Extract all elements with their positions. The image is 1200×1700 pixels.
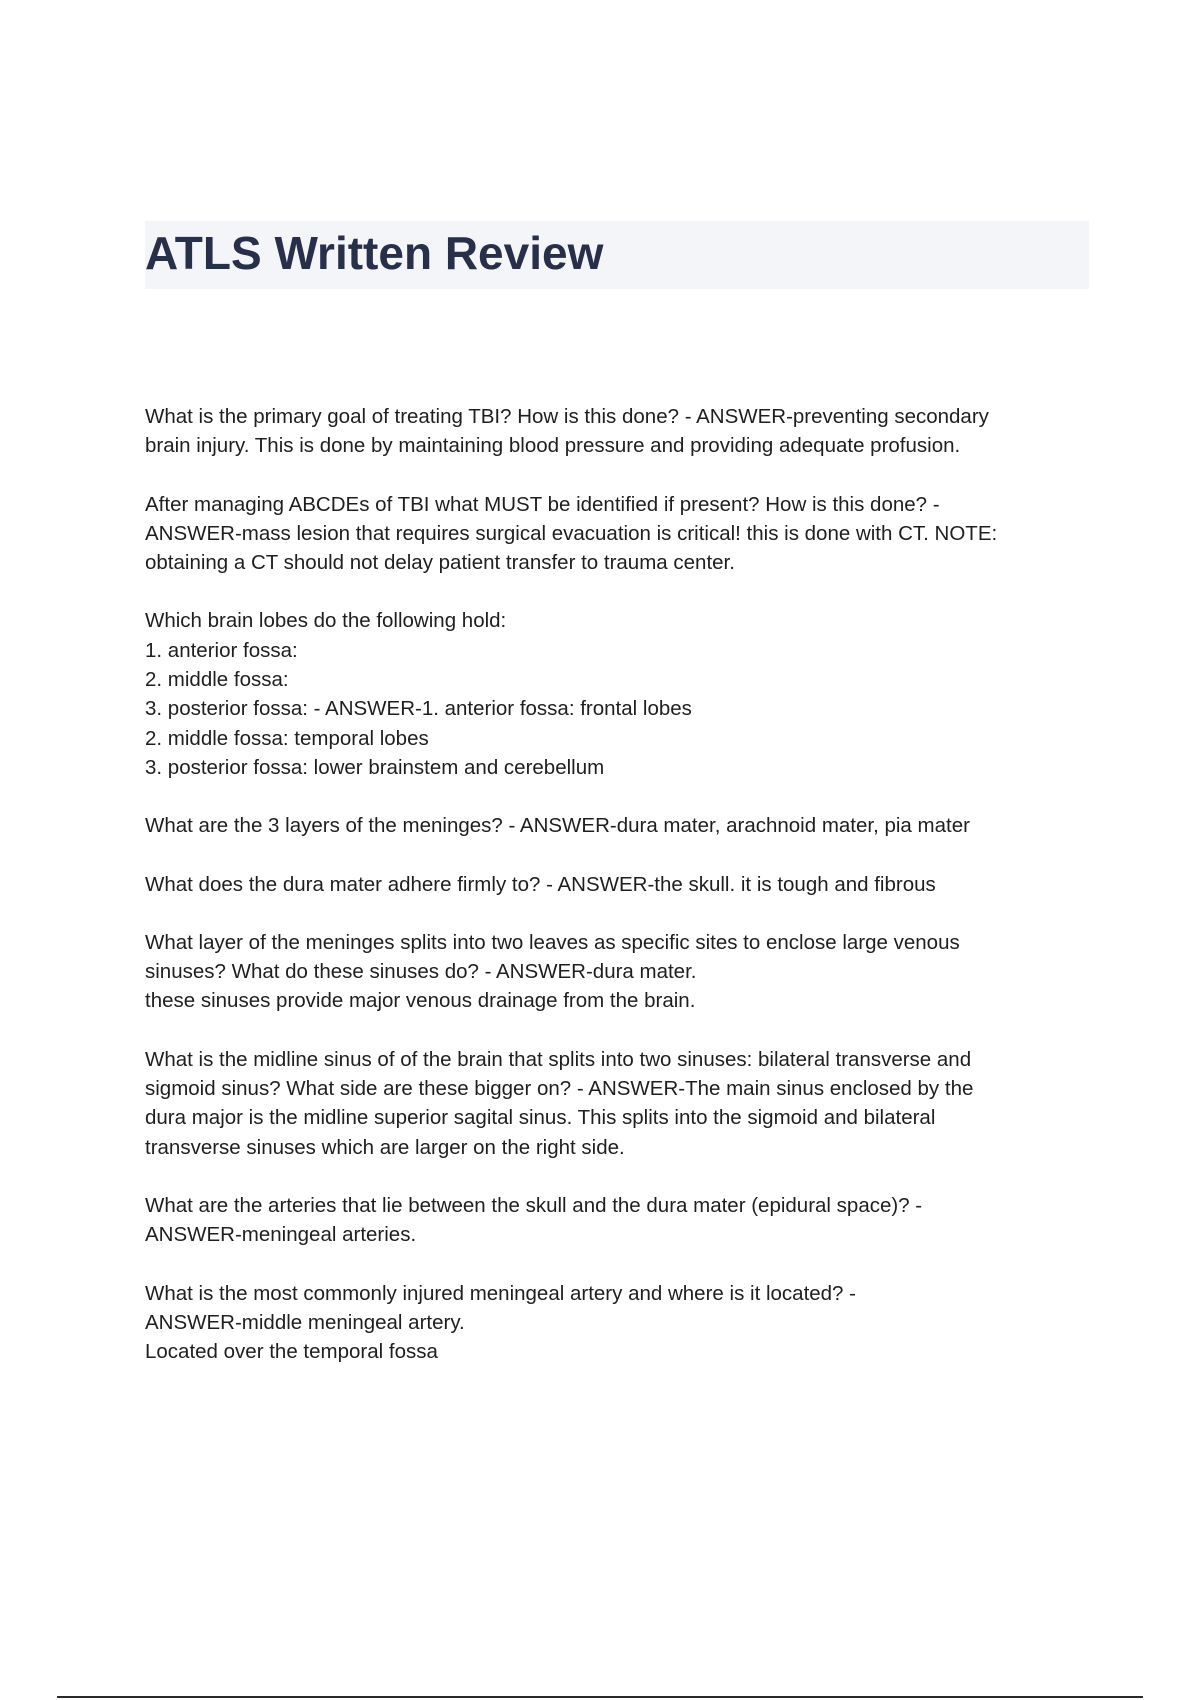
qa-line: sinuses? What do these sinuses do? - ANSWER-dura mater. [145, 960, 697, 984]
qa-item [145, 1191, 1089, 1250]
qa-item [145, 402, 1089, 461]
qa-line: What layer of the meninges splits into two leaves as specific sites to enclose large venous [145, 930, 960, 954]
qa-line: What are the arteries that lie between the skull and the dura mater (epidural space)? - [145, 1193, 923, 1217]
qa-item [145, 606, 1089, 782]
document-title: ATLS Written Review [145, 227, 604, 279]
qa-item [145, 1045, 1089, 1162]
qa-line: What is the midline sinus of of the brain that splits into two sinuses: bilateral transverse and [145, 1047, 972, 1071]
qa-line: transverse sinuses which are larger on the right side. [145, 1135, 625, 1159]
qa-line: What is the primary goal of treating TBI? How is this done? - ANSWER-preventing secondary [145, 405, 989, 428]
qa-item [145, 870, 1089, 899]
qa-line: dura major is the midline superior sagital sinus. This splits into the sigmoid and bilateral [145, 1106, 936, 1130]
qa-line: these sinuses provide major venous drainage from the brain. [145, 989, 696, 1013]
qa-line: What is the most commonly injured meningeal artery and where is it located? - [145, 1281, 856, 1305]
qa-item [145, 811, 1089, 840]
qa-line: What are the 3 layers of the meninges? - ANSWER-dura mater, arachnoid mater, pia mater [145, 814, 970, 838]
footer-divider [57, 1696, 1143, 1698]
qa-item [145, 490, 1089, 578]
qa-line: 1. anterior fossa: [145, 638, 298, 662]
qa-line: obtaining a CT should not delay patient transfer to trauma center. [145, 551, 735, 575]
qa-line: ANSWER-meningeal arteries. [145, 1223, 417, 1247]
qa-item [145, 928, 1089, 1016]
qa-line: After managing ABCDEs of TBI what MUST be identified if present? How is this done? - [145, 492, 940, 516]
qa-line: Located over the temporal fossa [145, 1340, 438, 1364]
qa-line: Which brain lobes do the following hold: [145, 609, 507, 633]
qa-list [145, 402, 1089, 1395]
qa-line: brain injury. This is done by maintaining blood pressure and providing adequate profusion. [145, 434, 961, 458]
title-banner [145, 221, 1089, 289]
qa-line: ANSWER-mass lesion that requires surgical evacuation is critical! this is done with CT. NOTE: [145, 521, 998, 545]
qa-line: ANSWER-middle meningeal artery. [145, 1310, 465, 1334]
qa-item [145, 1279, 1089, 1367]
qa-line: 3. posterior fossa: lower brainstem and cerebellum [145, 755, 605, 779]
qa-line: 2. middle fossa: [145, 668, 289, 692]
qa-line: sigmoid sinus? What side are these bigger on? - ANSWER-The main sinus enclosed by the [145, 1077, 974, 1101]
qa-line: 3. posterior fossa: - ANSWER-1. anterior fossa: frontal lobes [145, 697, 692, 721]
qa-line: What does the dura mater adhere firmly to? - ANSWER-the skull. it is tough and fibrous [145, 872, 936, 896]
qa-line: 2. middle fossa: temporal lobes [145, 726, 429, 750]
